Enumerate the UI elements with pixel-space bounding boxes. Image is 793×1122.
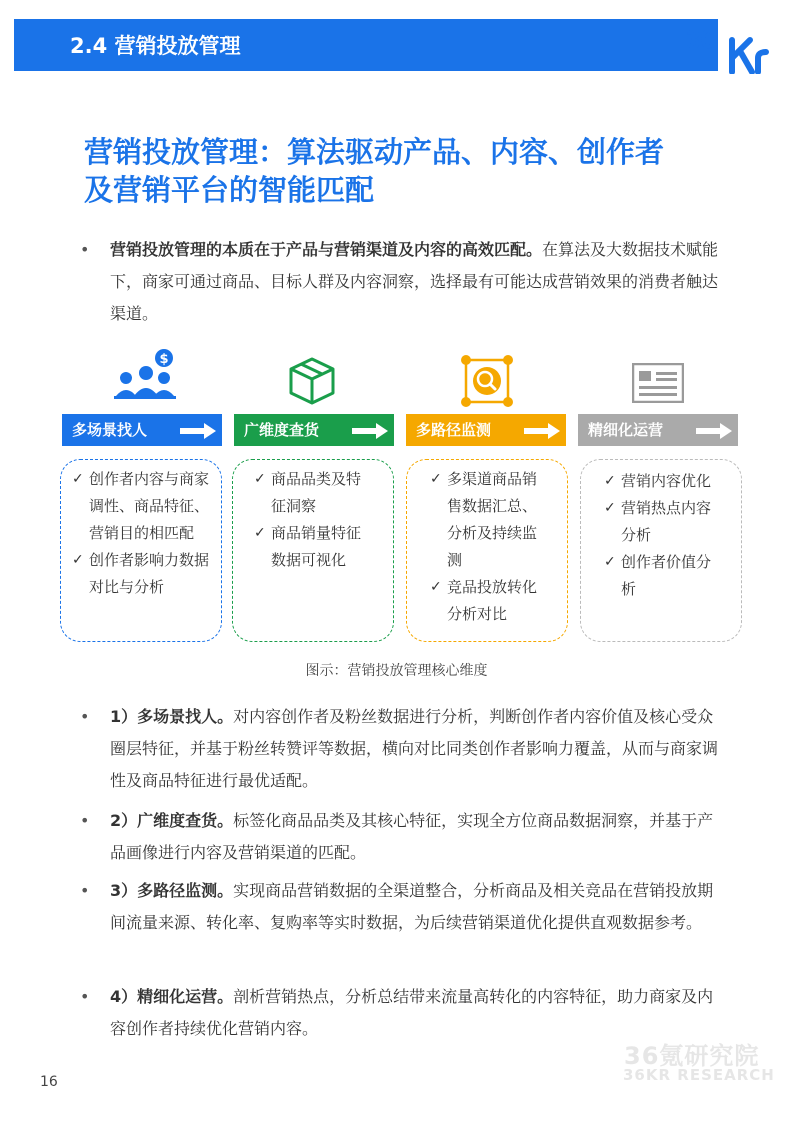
card-item: ✓ 竞品投放转化分析对比 [421, 574, 547, 628]
check-icon: ✓ [72, 471, 84, 487]
bullet-dot: • [80, 987, 90, 1006]
card-item: ✓ 多渠道商品销售数据汇总、分析及持续监测 [421, 466, 547, 574]
figure-caption: 图示：营销投放管理核心维度 [305, 663, 488, 679]
point-3 [80, 875, 720, 939]
point-bold: 4）精细化运营。 [110, 987, 234, 1006]
card-item: ✓ 创作者影响力数据对比与分析 [63, 547, 211, 601]
svg-text:$: $ [159, 352, 169, 367]
check-icon: ✓ [430, 471, 442, 487]
card-multi-scene [60, 459, 222, 642]
point-text: 剖析营销热点，分析总结带来流量高转化的内容特征，助力商家及内容创作者持续优化营销内容。 [110, 987, 714, 1038]
box-icon [287, 356, 337, 410]
check-icon: ✓ [604, 554, 616, 570]
card-refined-ops [580, 459, 742, 642]
svg-text:36: 36 [686, 24, 715, 54]
point-bold: 3）多路径监测。 [110, 881, 234, 900]
title-line-2: 及营销平台的智能匹配 [84, 173, 375, 207]
check-icon: ✓ [72, 552, 84, 568]
check-icon: ✓ [604, 500, 616, 516]
card-item: ✓ 营销内容优化 [595, 468, 721, 495]
label-text: 广维度查货 [244, 421, 320, 439]
arrow-right-icon [524, 423, 560, 439]
page-number: 16 [40, 1074, 58, 1090]
document-list-icon [632, 363, 684, 407]
card-multi-path [406, 459, 568, 642]
watermark-en: 36KR RESEARCH [623, 1066, 775, 1084]
intro-bold: 营销投放管理的本质在于产品与营销渠道及内容的高效匹配。 [110, 240, 543, 259]
check-icon: ✓ [254, 471, 266, 487]
section-title: 2.4 营销投放管理 [70, 34, 241, 58]
arrow-right-icon [180, 423, 216, 439]
point-bold: 1）多场景找人。 [110, 707, 234, 726]
point-text: 对内容创作者及粉丝数据进行分析，判断创作者内容价值及核心受众圈层特征，并基于粉丝转赞评等数据，横向对比同类创作者影响力覆盖，从而与商家调性及商品特征进行最优适配。 [110, 707, 719, 790]
check-icon: ✓ [604, 473, 616, 489]
label-wide-dimension [234, 414, 394, 446]
card-item: ✓ 商品销量特征数据可视化 [245, 520, 373, 574]
label-text: 多场景找人 [72, 421, 148, 439]
card-wide-dimension [232, 459, 394, 642]
bullet-dot: • [80, 811, 90, 830]
network-search-icon [460, 354, 514, 412]
label-text: 精细化运营 [588, 421, 664, 439]
intro-text: 在算法及大数据技术赋能下，商家可通过商品、目标人群及内容洞察，选择最有可能达成营销效果的消费者触达渠道。 [110, 240, 719, 323]
point-text: 标签化商品品类及其核心特征，实现全方位商品数据洞察，并基于产品画像进行内容及营销渠道的匹配。 [110, 811, 714, 862]
point-text: 实现商品营销数据的全渠道整合，分析商品及相关竞品在营销投放期间流量来源、转化率、复购率等实时数据，为后续营销渠道优化提供直观数据参考。 [110, 881, 714, 932]
users-money-icon [112, 348, 192, 404]
label-text: 多路径监测 [416, 421, 492, 439]
point-1 [80, 701, 720, 797]
watermark-cn: 36氪研究院 [624, 1042, 760, 1070]
card-item: ✓ 创作者价值分析 [595, 549, 721, 603]
page-title [84, 133, 744, 209]
bullet-dot: • [80, 881, 90, 900]
brand-logo [684, 18, 780, 74]
check-icon: ✓ [430, 579, 442, 595]
title-line-1: 营销投放管理：算法驱动产品、内容、创作者 [84, 135, 665, 169]
arrow-right-icon [696, 423, 732, 439]
label-multi-path [406, 414, 566, 446]
point-bold: 2）广维度查货。 [110, 811, 234, 830]
label-multi-scene [62, 414, 222, 446]
arrow-right-icon [352, 423, 388, 439]
check-icon: ✓ [254, 525, 266, 541]
intro-paragraph [80, 234, 720, 330]
bullet-dot: • [80, 707, 90, 726]
card-item: ✓ 商品品类及特征洞察 [245, 466, 373, 520]
card-item: ✓ 营销热点内容分析 [595, 495, 721, 549]
card-item: ✓ 创作者内容与商家调性、商品特征、营销目的相匹配 [63, 466, 211, 547]
label-refined-ops [578, 414, 738, 446]
bullet-dot: • [80, 240, 90, 259]
point-2 [80, 805, 720, 869]
